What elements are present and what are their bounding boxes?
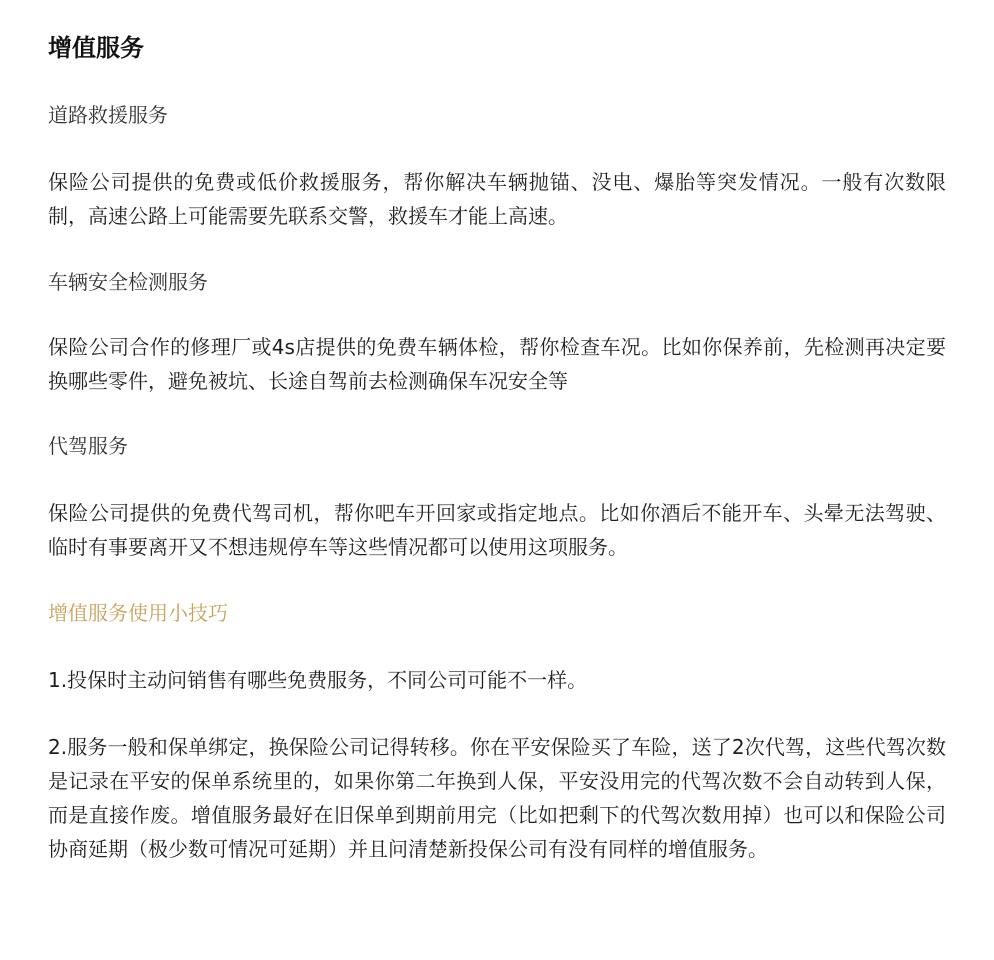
tip-item: 2.服务一般和保单绑定，换保险公司记得转移。你在平安保险买了车险，送了2次代驾，这些代驾次数是记录在平安的保单系统里的，如果你第二年换到人保，平安没用完的代驾次数不会自动转到人保，而是直接作废。增值服务最好在旧保单到期前用完（比如把剩下的代驾次数用掉）也可以和保险公司协商延期（极少数可情况可延期）并且问清楚新投保公司有没有同样的增值服务。 <box>48 735 946 861</box>
tip-item: 1.投保时主动问销售有哪些免费服务，不同公司可能不一样。 <box>48 668 588 692</box>
section-body-roadside-assistance: 保险公司提供的免费或低价救援服务，帮你解决车辆抛锚、没电、爆胎等突发情况。一般有次数限制，高速公路上可能需要先联系交警，救援车才能上高速。 <box>48 170 946 228</box>
section-heading-designated-driver: 代驾服务 <box>48 434 128 458</box>
page-title: 增值服务 <box>48 34 144 62</box>
tips-heading: 增值服务使用小技巧 <box>48 601 228 625</box>
section-heading-roadside-assistance: 道路救援服务 <box>48 103 168 127</box>
section-body-designated-driver: 保险公司提供的免费代驾司机，帮你吧车开回家或指定地点。比如你酒后不能开车、头晕无法驾驶、临时有事要离开又不想违规停车等这些情况都可以使用这项服务。 <box>48 501 946 559</box>
section-body-safety-inspection: 保险公司合作的修理厂或4s店提供的免费车辆体检，帮你检查车况。比如你保养前，先检测再决定要换哪些零件，避免被坑、长途自驾前去检测确保车况安全等 <box>48 335 946 393</box>
section-heading-safety-inspection: 车辆安全检测服务 <box>48 270 208 294</box>
